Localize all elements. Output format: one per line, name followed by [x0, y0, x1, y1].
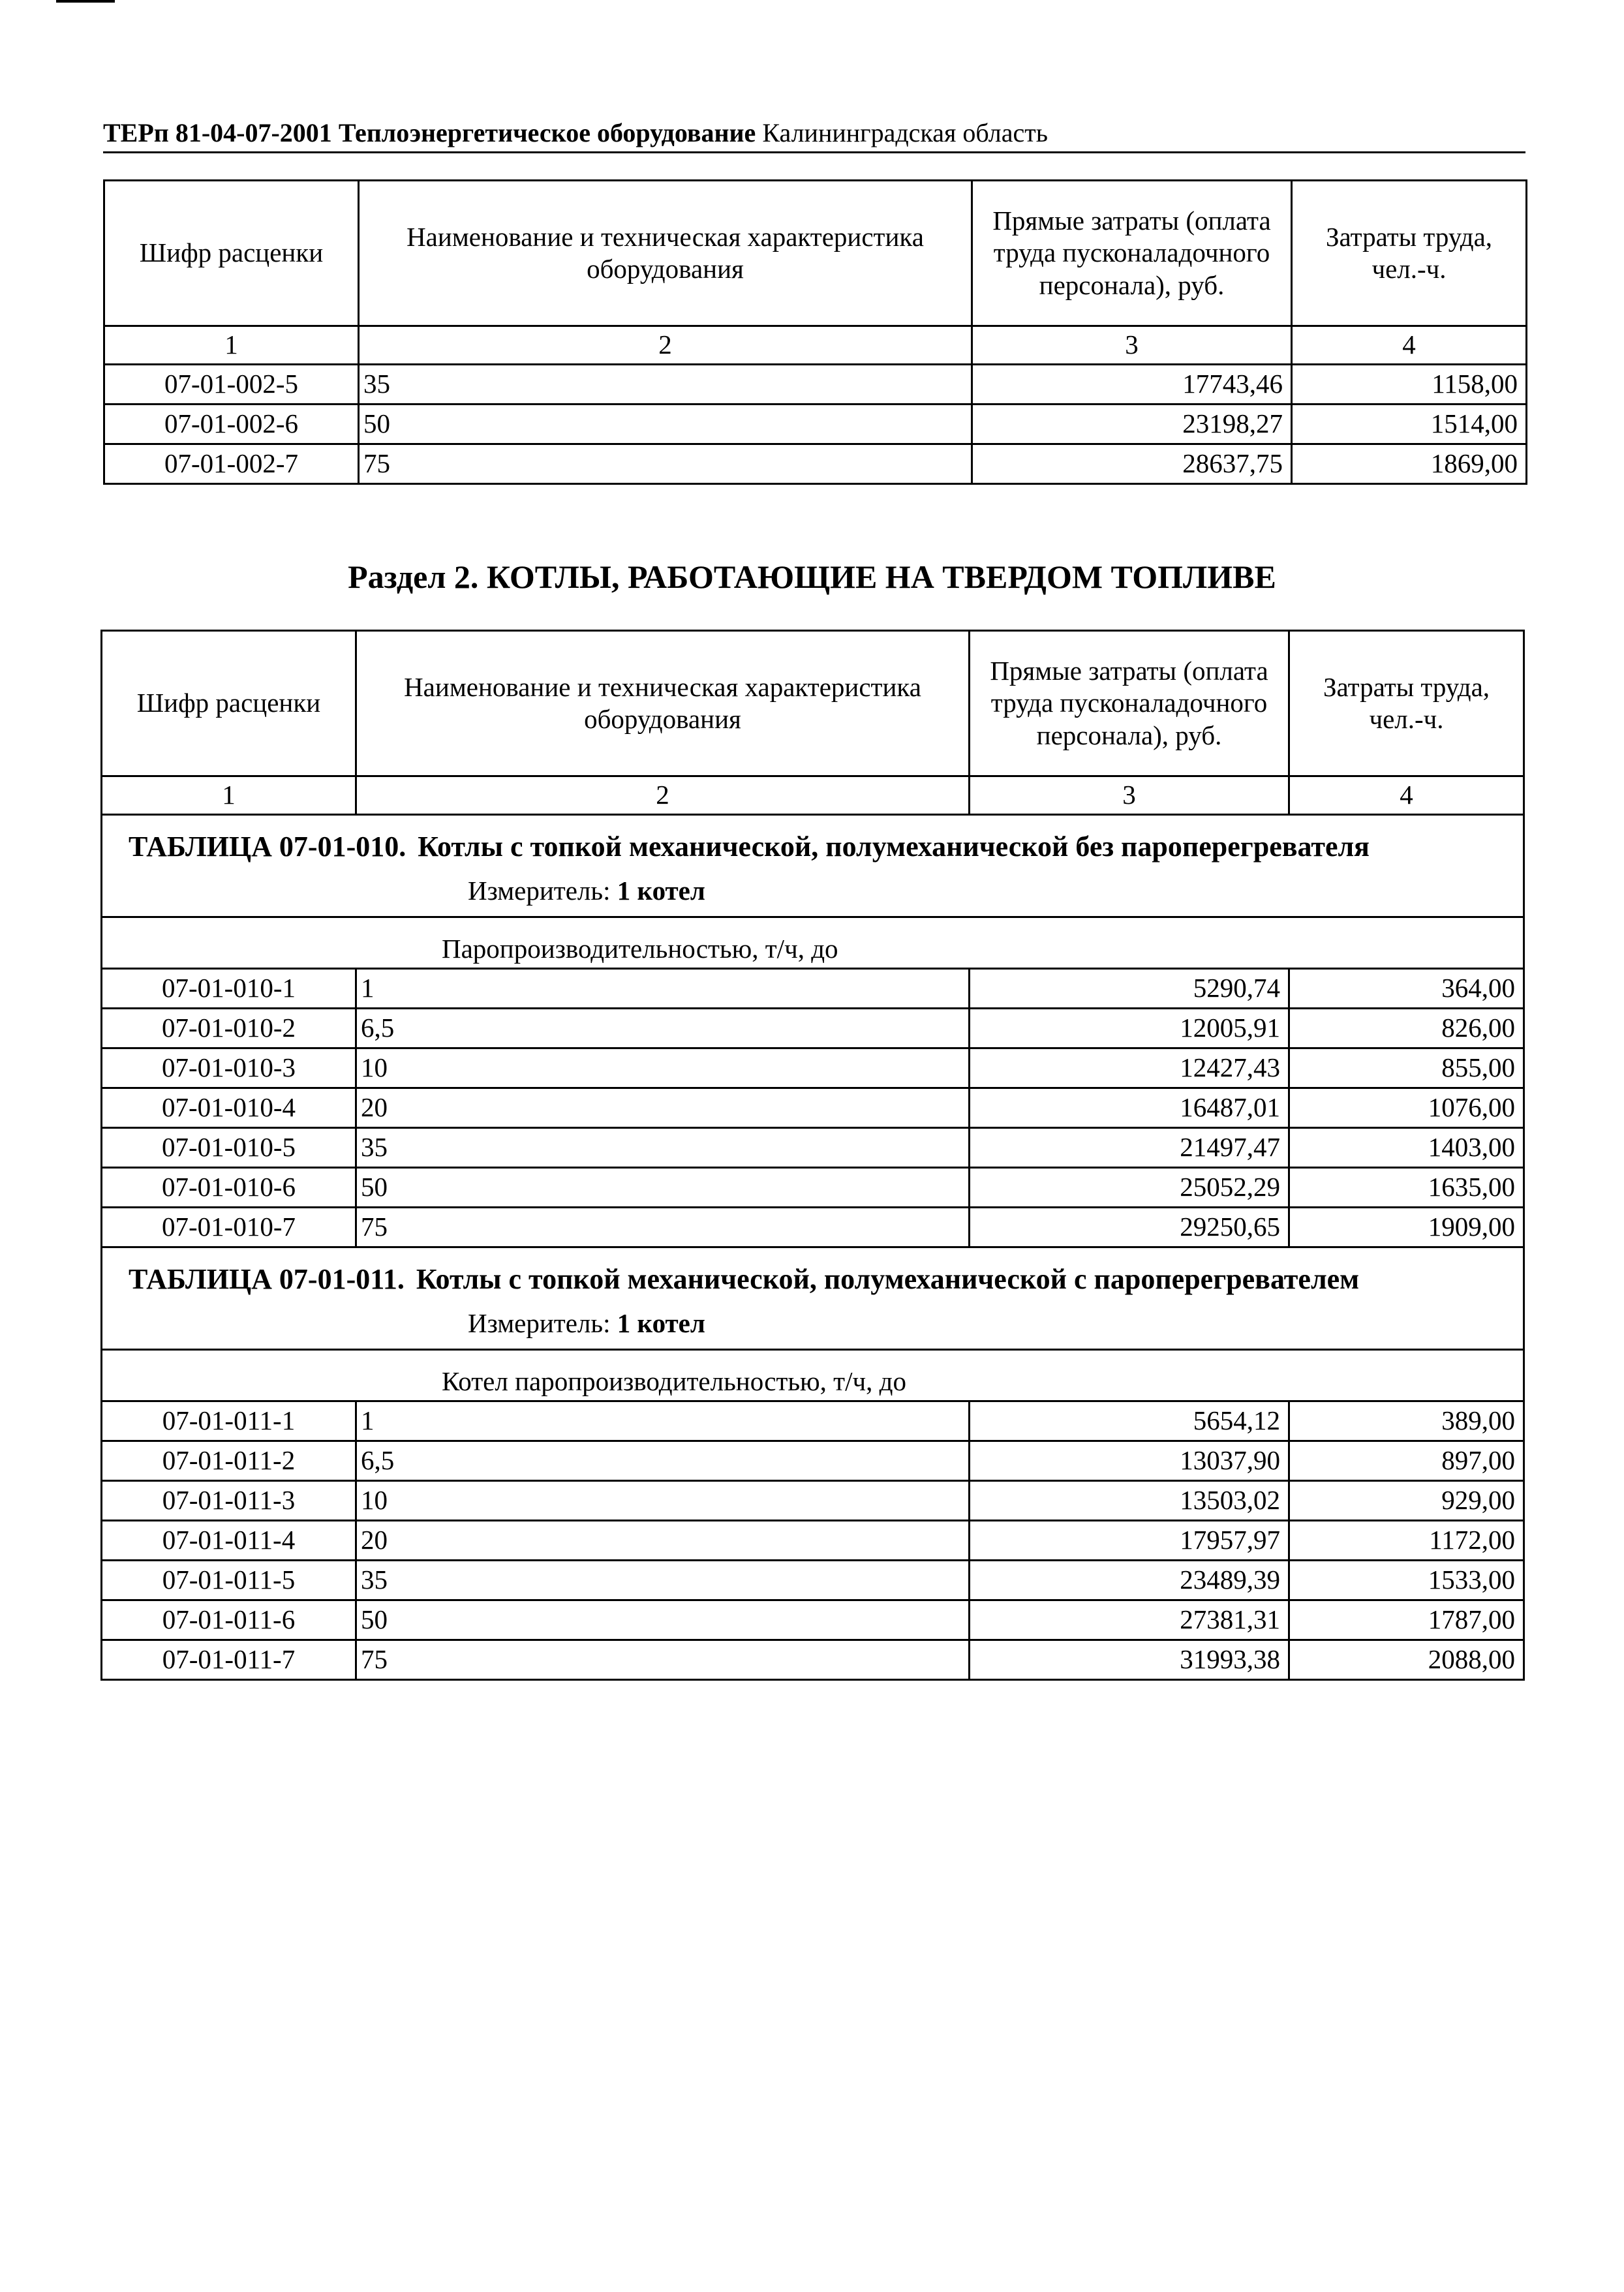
rate-code: 07-01-010-4: [102, 1088, 356, 1127]
table-caption-row: [102, 815, 1524, 917]
labor-cost: 1514,00: [1292, 405, 1527, 444]
column-number-row: [104, 326, 1527, 365]
rate-code: 07-01-011-1: [102, 1401, 356, 1441]
direct-cost: 29250,65: [970, 1207, 1289, 1247]
table-number: ТАБЛИЦА 07-01-010.: [129, 831, 406, 863]
labor-cost: 1403,00: [1289, 1127, 1524, 1167]
rate-code: 07-01-010-2: [102, 1008, 356, 1048]
table-row: [104, 365, 1527, 405]
col-number: 4: [1289, 776, 1524, 815]
col-number: 4: [1292, 326, 1527, 365]
direct-cost: 5290,74: [970, 968, 1289, 1008]
measure-value: 1 котел: [617, 875, 705, 906]
item-characteristic: 6,5: [356, 1008, 970, 1048]
rate-code: 07-01-011-3: [102, 1480, 356, 1520]
rate-code: 07-01-011-7: [102, 1640, 356, 1679]
measure-unit: [468, 875, 1515, 907]
labor-cost: 364,00: [1289, 968, 1524, 1008]
rate-code: 07-01-010-1: [102, 968, 356, 1008]
parameter-row: [102, 917, 1524, 968]
rate-code: 07-01-011-2: [102, 1441, 356, 1480]
direct-cost: 31993,38: [970, 1640, 1289, 1679]
header-title: Теплоэнергетическое оборудование: [338, 118, 756, 147]
col-number: 3: [970, 776, 1289, 815]
rate-code: 07-01-010-3: [102, 1048, 356, 1088]
rate-code: 07-01-011-4: [102, 1520, 356, 1560]
table-row: [102, 1441, 1524, 1480]
direct-cost: 5654,12: [970, 1401, 1289, 1441]
col-header-name: Наименование и техническая характеристика оборудования: [356, 631, 970, 776]
table-caption-07-01-010: [102, 815, 1524, 917]
rate-code: 07-01-010-7: [102, 1207, 356, 1247]
labor-cost: 1172,00: [1289, 1520, 1524, 1560]
col-header-code: Шифр расценки: [104, 181, 359, 326]
direct-cost: 13037,90: [970, 1441, 1289, 1480]
labor-cost: 389,00: [1289, 1401, 1524, 1441]
parameter-label: Паропроизводительностью, т/ч, до: [102, 917, 1524, 968]
direct-cost: 27381,31: [970, 1600, 1289, 1640]
labor-cost: 929,00: [1289, 1480, 1524, 1520]
table-row: [102, 1560, 1524, 1600]
item-characteristic: 50: [359, 405, 972, 444]
direct-cost: 12427,43: [970, 1048, 1289, 1088]
measure-unit: [468, 1307, 1515, 1339]
labor-cost: 855,00: [1289, 1048, 1524, 1088]
header-code: ТЕРп 81-04-07-2001: [103, 118, 332, 147]
direct-cost: 17743,46: [972, 365, 1292, 405]
labor-cost: 826,00: [1289, 1008, 1524, 1048]
rate-code: 07-01-002-6: [104, 405, 359, 444]
rate-code: 07-01-011-6: [102, 1600, 356, 1640]
item-characteristic: 75: [356, 1640, 970, 1679]
item-characteristic: 20: [356, 1520, 970, 1560]
col-header-name: Наименование и техническая характеристика оборудования: [359, 181, 972, 326]
rate-code: 07-01-002-7: [104, 444, 359, 484]
page-header: [103, 117, 1048, 148]
rate-code: 07-01-010-5: [102, 1127, 356, 1167]
table-caption-row: [102, 1247, 1524, 1349]
table-row: [102, 968, 1524, 1008]
item-characteristic: 10: [356, 1480, 970, 1520]
section-title: Раздел 2. КОТЛЫ, РАБОТАЮЩИЕ НА ТВЕРДОМ ТОПЛИВЕ: [348, 558, 1276, 595]
header-row: [102, 631, 1524, 776]
rate-code: 07-01-011-5: [102, 1560, 356, 1600]
table-row: [102, 1008, 1524, 1048]
col-number: 1: [104, 326, 359, 365]
table-row: [104, 405, 1527, 444]
item-characteristic: 50: [356, 1167, 970, 1207]
item-characteristic: 50: [356, 1600, 970, 1640]
column-number-row: [102, 776, 1524, 815]
labor-cost: 1076,00: [1289, 1088, 1524, 1127]
measure-label: Измеритель:: [468, 1307, 611, 1338]
rate-code: 07-01-010-6: [102, 1167, 356, 1207]
table-title: Котлы с топкой механической, полумеханической с пароперегревателем: [416, 1262, 1360, 1295]
direct-cost: 17957,97: [970, 1520, 1289, 1560]
col-number: 1: [102, 776, 356, 815]
rates-table-section1: [103, 179, 1527, 485]
direct-cost: 23198,27: [972, 405, 1292, 444]
labor-cost: 1158,00: [1292, 365, 1527, 405]
labor-cost: 1909,00: [1289, 1207, 1524, 1247]
direct-cost: 12005,91: [970, 1008, 1289, 1048]
labor-cost: 1787,00: [1289, 1600, 1524, 1640]
table-title: Котлы с топкой механической, полумеханической без пароперегревателя: [418, 831, 1370, 863]
col-header-cost: Прямые затраты (оплата труда пусконаладочного персонала), руб.: [972, 181, 1292, 326]
col-header-labor: Затраты труда, чел.-ч.: [1292, 181, 1527, 326]
scan-corner-mark: [56, 0, 115, 3]
item-characteristic: 35: [356, 1560, 970, 1600]
item-characteristic: 35: [356, 1127, 970, 1167]
parameter-label: Котел паропроизводительностью, т/ч, до: [102, 1349, 1524, 1401]
table-row: [102, 1088, 1524, 1127]
header-rule: [103, 151, 1525, 153]
col-header-labor: Затраты труда, чел.-ч.: [1289, 631, 1524, 776]
direct-cost: 25052,29: [970, 1167, 1289, 1207]
labor-cost: 897,00: [1289, 1441, 1524, 1480]
header-region: Калининградская область: [762, 118, 1048, 147]
table-row: [102, 1207, 1524, 1247]
item-characteristic: 35: [359, 365, 972, 405]
direct-cost: 28637,75: [972, 444, 1292, 484]
table-row: [102, 1520, 1524, 1560]
table-number: ТАБЛИЦА 07-01-011.: [129, 1262, 405, 1295]
col-number: 2: [356, 776, 970, 815]
item-characteristic: 75: [356, 1207, 970, 1247]
item-characteristic: 10: [356, 1048, 970, 1088]
table-row: [102, 1127, 1524, 1167]
direct-cost: 21497,47: [970, 1127, 1289, 1167]
measure-label: Измеритель:: [468, 875, 611, 906]
col-header-cost: Прямые затраты (оплата труда пусконаладочного персонала), руб.: [970, 631, 1289, 776]
header-row: [104, 181, 1527, 326]
col-number: 2: [359, 326, 972, 365]
table-row: [102, 1167, 1524, 1207]
item-characteristic: 1: [356, 968, 970, 1008]
item-characteristic: 75: [359, 444, 972, 484]
table-row: [102, 1600, 1524, 1640]
table-row: [102, 1401, 1524, 1441]
labor-cost: 1533,00: [1289, 1560, 1524, 1600]
measure-value: 1 котел: [617, 1307, 705, 1338]
labor-cost: 1635,00: [1289, 1167, 1524, 1207]
col-header-code: Шифр расценки: [102, 631, 356, 776]
item-characteristic: 1: [356, 1401, 970, 1441]
labor-cost: 1869,00: [1292, 444, 1527, 484]
item-characteristic: 6,5: [356, 1441, 970, 1480]
direct-cost: 23489,39: [970, 1560, 1289, 1600]
col-number: 3: [972, 326, 1292, 365]
table-row: [104, 444, 1527, 484]
table-caption-07-01-011: [102, 1247, 1524, 1349]
table-row: [102, 1480, 1524, 1520]
parameter-row: [102, 1349, 1524, 1401]
direct-cost: 16487,01: [970, 1088, 1289, 1127]
rate-code: 07-01-002-5: [104, 365, 359, 405]
rates-table-section2: [100, 630, 1525, 1681]
direct-cost: 13503,02: [970, 1480, 1289, 1520]
table-row: [102, 1640, 1524, 1679]
table-row: [102, 1048, 1524, 1088]
item-characteristic: 20: [356, 1088, 970, 1127]
labor-cost: 2088,00: [1289, 1640, 1524, 1679]
